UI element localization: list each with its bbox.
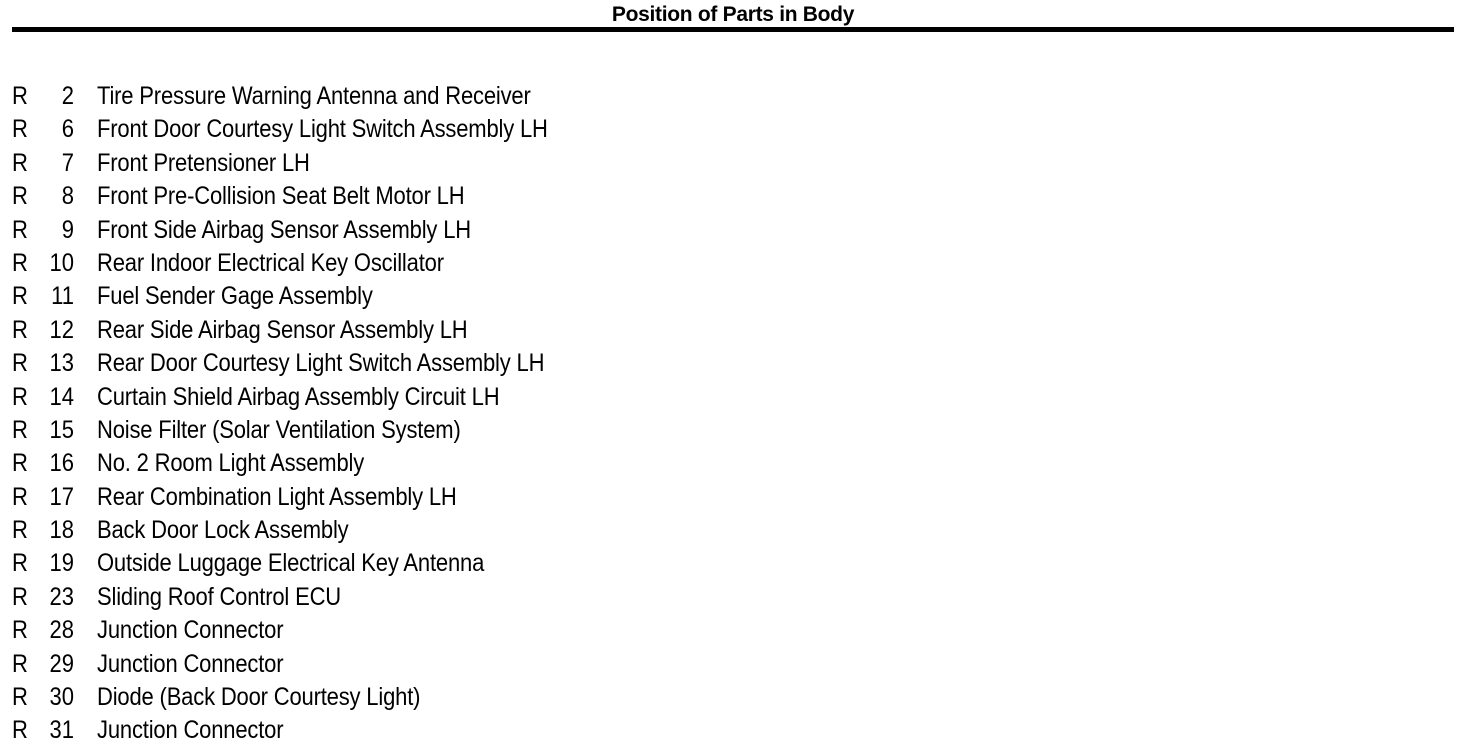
part-name: Front Side Airbag Sensor Assembly LH [97,215,471,244]
part-name: Fuel Sender Gage Assembly [97,282,373,311]
part-number: 13 [49,349,74,378]
part-number: 2 [61,82,74,110]
part-number: 8 [61,182,74,211]
part-name: Diode (Back Door Courtesy Light) [97,683,421,712]
part-number: 16 [49,449,74,478]
part-number: 28 [49,616,74,645]
part-code: R [12,482,28,511]
part-name: Sliding Roof Control ECU [97,582,342,611]
part-code: R [12,716,28,745]
part-number: 10 [49,248,74,277]
part-name: Rear Combination Light Assembly LH [97,482,457,511]
part-code: R [12,649,28,678]
part-name: Front Pre-Collision Seat Belt Motor LH [97,182,465,211]
part-code: R [12,449,28,478]
part-code: R [12,315,28,344]
part-number: 9 [61,215,74,244]
part-code: R [12,215,28,244]
part-name: Junction Connector [97,649,284,678]
part-name: Front Door Courtesy Light Switch Assembly LH [97,115,548,144]
part-number: 11 [51,282,74,311]
part-code: R [12,282,28,311]
part-name: Front Pretensioner LH [97,148,310,177]
part-code: R [12,516,28,545]
part-code: R [12,683,28,712]
page-title: Position of Parts in Body [611,3,855,26]
title-divider [12,27,1454,32]
part-name: Junction Connector [97,616,284,645]
part-code: R [12,248,28,277]
part-code: R [12,115,28,144]
part-name: Outside Luggage Electrical Key Antenna [97,549,485,578]
part-number: 18 [49,516,74,545]
part-code: R [12,582,28,611]
part-name: Tire Pressure Warning Antenna and Receiver [97,82,531,110]
part-number: 17 [49,482,74,511]
part-code: R [12,415,28,444]
part-name: Junction Connector [97,716,284,745]
part-number: 6 [61,115,74,144]
part-name: Curtain Shield Airbag Assembly Circuit LH [97,382,500,411]
part-number: 19 [49,549,74,578]
part-name: Rear Indoor Electrical Key Oscillator [97,248,444,277]
part-name: Rear Side Airbag Sensor Assembly LH [97,315,468,344]
part-number: 30 [49,683,74,712]
part-number: 15 [49,415,74,444]
part-code: R [12,148,28,177]
part-number: 7 [61,148,74,177]
part-name: No. 2 Room Light Assembly [97,449,365,478]
part-code: R [12,82,28,110]
part-name: Rear Door Courtesy Light Switch Assembly LH [97,349,545,378]
part-name: Back Door Lock Assembly [97,516,349,545]
part-number: 12 [49,315,74,344]
part-number: 31 [49,716,74,745]
part-code: R [12,182,28,211]
part-code: R [12,382,28,411]
part-name: Noise Filter (Solar Ventilation System) [97,415,461,444]
part-code: R [12,616,28,645]
part-code: R [12,349,28,378]
part-code: R [12,549,28,578]
part-number: 14 [49,382,74,411]
part-number: 23 [49,582,74,611]
part-number: 29 [49,649,74,678]
